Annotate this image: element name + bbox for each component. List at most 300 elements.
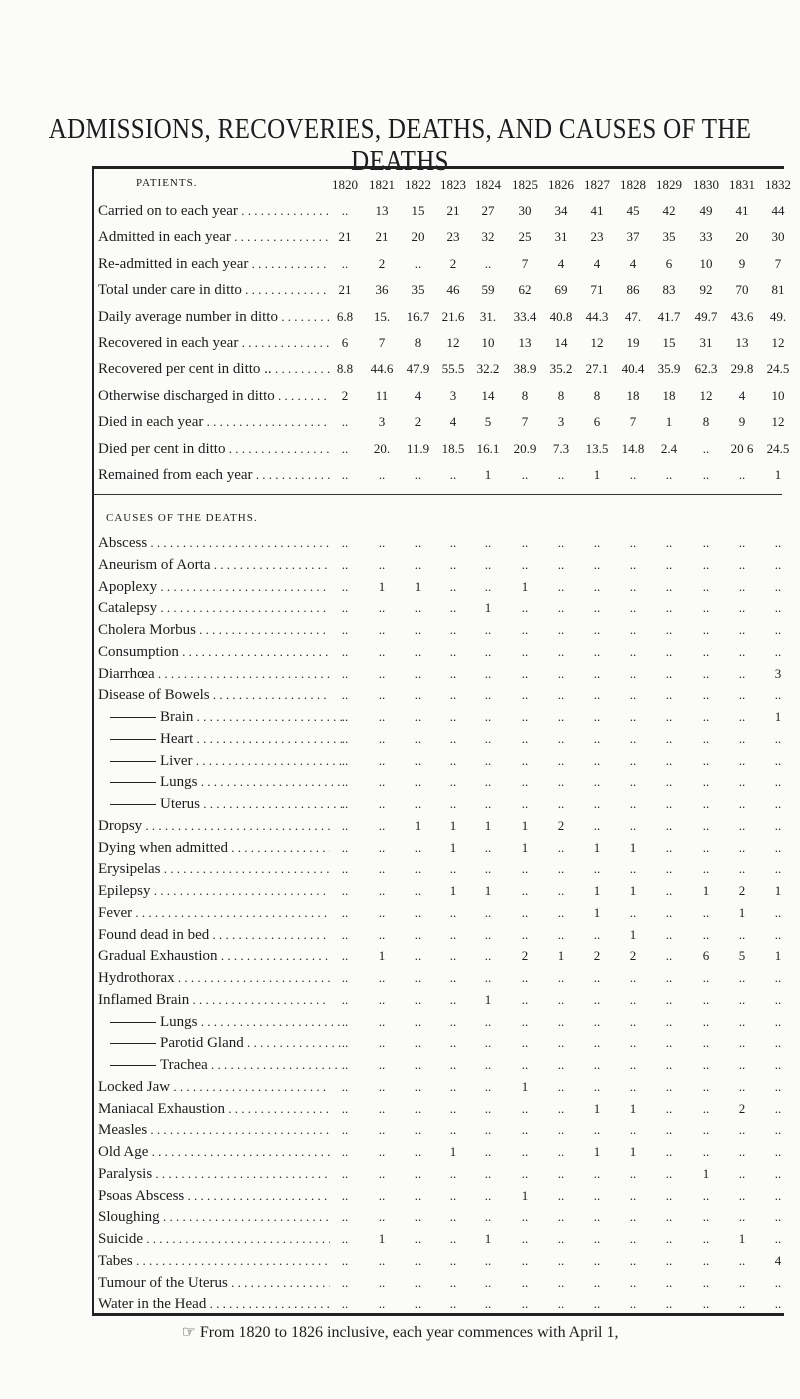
table-cell: .. [378,687,386,703]
table-cell: .. [593,1013,601,1029]
row-label [98,256,330,273]
table-cell: .. [484,1296,492,1312]
table-row [0,622,800,644]
table-cell: .. [449,1274,457,1290]
table-cell: 12 [771,335,785,350]
table-cell: .. [557,687,565,703]
table-cell: .. [449,991,457,1007]
table-cell: .. [414,1035,422,1051]
table-cell: .. [593,1122,601,1138]
table-cell: 1823 [440,177,466,192]
table-cell: .. [341,1187,349,1203]
table-cell: 12 [590,335,604,350]
table-row [0,1296,800,1318]
table-cell: .. [774,1122,782,1138]
table-cell: .. [341,1165,349,1181]
table-row [0,753,800,775]
table-cell: .. [449,861,457,877]
table-cell: .. [665,467,673,482]
table-cell: .. [738,578,746,594]
row-label [98,361,330,378]
ditto-dash [110,782,156,783]
row-label [98,666,330,683]
table-cell: .. [414,730,422,746]
table-cell: .. [557,1252,565,1268]
table-cell: 8 [521,387,529,403]
table-cell: 27.1 [585,361,609,377]
table-cell: 20.9 [513,440,537,456]
table-cell: .. [484,752,492,768]
table-cell: .. [449,556,457,572]
table-cell: 13 [375,203,389,218]
table-cell: .. [665,1035,673,1051]
row-label-text: Lungs [160,774,198,791]
table-cell: .. [738,1165,746,1181]
table-cell: .. [341,948,349,964]
table-cell: .. [629,467,637,482]
table-cell: .. [449,1231,457,1246]
table-cell: .. [557,970,565,985]
table-cell: 12 [446,335,460,350]
table-cell: .. [593,535,601,550]
table-cell: 1 [629,883,637,898]
table-cell: .. [557,1296,565,1312]
row-label-text: Died per cent in ditto [98,440,226,457]
table-cell: .. [341,817,349,833]
table-cell: .. [665,752,673,768]
table-cell: .. [593,774,601,790]
table-cell: .. [593,991,601,1007]
table-row [0,1209,800,1231]
table-cell: .. [484,796,492,811]
table-cell: .. [557,774,565,790]
table-cell: .. [378,1296,386,1312]
table-cell: .. [738,467,746,482]
table-cell: .. [414,1252,422,1268]
table-cell: .. [449,1057,457,1072]
table-cell: .. [774,1187,782,1203]
table-cell: 11.9 [406,440,430,456]
table-cell: .. [738,622,746,637]
table-cell: .. [665,861,673,877]
table-cell: 24.5 [766,440,790,456]
table-cell: 2 [557,817,565,833]
table-cell: 4 [414,387,422,403]
table-cell: .. [702,991,710,1007]
table-cell: 1 [629,1144,637,1159]
table-cell: 8 [414,335,422,350]
table-cell: .. [484,1122,492,1138]
table-cell: .. [521,1122,529,1138]
table-cell: 3 [774,665,782,681]
table-row [0,644,800,666]
table-cell: .. [665,948,673,964]
table-cell: .. [378,883,386,898]
row-label [98,861,330,878]
table-cell: .. [774,687,782,703]
table-cell: .. [378,1078,386,1094]
table-row [0,687,800,709]
table-cell: .. [593,1209,601,1225]
table-cell: .. [341,600,349,616]
table-cell: .. [593,600,601,616]
table-cell: 16.1 [476,440,500,456]
row-label [110,1014,342,1031]
table-cell: .. [557,467,565,482]
table-cell: .. [702,1296,710,1312]
table-cell: .. [341,1274,349,1290]
table-cell: 1 [593,1100,601,1116]
table-cell: .. [702,730,710,746]
table-cell: .. [702,1057,710,1072]
table-cell: .. [557,796,565,811]
table-cell: .. [593,1165,601,1181]
table-cell: .. [449,948,457,964]
table-cell: .. [449,467,457,482]
table-cell: .. [738,926,746,942]
table-cell: .. [593,709,601,724]
table-cell: .. [378,709,386,724]
table-cell: 3 [449,387,457,403]
table-cell: 1 [629,926,637,942]
table-cell: 2 [738,1100,746,1116]
table-cell: .. [738,774,746,790]
table-cell: 13.5 [585,440,609,456]
table-cell: .. [665,578,673,594]
table-cell: .. [774,904,782,920]
row-label [98,388,330,405]
table-cell: .. [341,861,349,877]
table-cell: .. [774,535,782,550]
table-cell: .. [774,1035,782,1051]
table-cell: .. [378,861,386,877]
row-label-text: Aneurism of Aorta [98,556,211,573]
table-cell: 49.7 [694,308,718,324]
table-cell: 37 [626,229,640,245]
table-cell: .. [521,1057,529,1072]
table-cell: 23 [446,229,460,245]
table-cell: .. [449,970,457,985]
table-cell: 33 [699,229,713,245]
table-cell: 49 [699,203,713,218]
table-row [0,282,800,304]
table-cell: .. [702,817,710,833]
row-label-text: Admitted in each year [98,229,231,246]
table-cell: 7 [378,335,386,350]
row-label-text: Epilepsy [98,883,151,899]
table-cell: 4 [629,255,637,271]
table-row [0,309,800,331]
table-cell: .. [341,643,349,659]
table-cell: 18.5 [441,440,465,456]
table-row [0,1035,800,1057]
row-label-text: Old Age [98,1144,149,1160]
table-cell: .. [557,709,565,724]
table-cell: 15 [411,203,425,218]
table-cell: .. [378,1252,386,1268]
table-cell: .. [484,665,492,681]
table-cell: 2 [341,387,349,403]
table-row [0,1188,800,1210]
row-label-text: Trachea [160,1057,208,1073]
table-cell: 92 [699,282,713,298]
table-cell: 41 [590,203,604,218]
table-cell: .. [414,1013,422,1029]
table-cell: 1 [449,817,457,833]
table-cell: 1 [521,578,529,594]
table-cell: .. [341,440,349,456]
table-cell: .. [629,1231,637,1246]
row-label-text: Sloughing [98,1209,160,1226]
table-cell: 1 [593,904,601,920]
table-cell: .. [665,839,673,855]
row-label [98,1275,330,1292]
table-cell: .. [414,1122,422,1138]
table-cell: 31 [554,229,568,245]
table-row [0,579,800,601]
table-cell: .. [738,535,746,550]
table-row [0,1231,800,1253]
table-cell: 10 [699,255,713,271]
table-cell: .. [484,774,492,790]
table-cell: .. [774,1013,782,1029]
table-cell: 34 [554,203,568,218]
table-cell: .. [414,600,422,616]
table-cell: .. [774,926,782,942]
table-cell: .. [341,774,349,790]
table-cell: .. [378,991,386,1007]
table-cell: .. [521,1013,529,1029]
table-cell: .. [414,622,422,637]
table-cell: 1 [774,948,782,964]
ditto-dash [110,804,156,805]
table-cell: 6 [593,414,601,430]
table-cell: .. [702,578,710,594]
table-cell: .. [378,1165,386,1181]
table-cell: 42 [662,203,676,218]
table-cell: .. [593,622,601,637]
table-cell: .. [738,1296,746,1312]
table-cell: 1 [593,1144,601,1159]
table-cell: .. [414,255,422,271]
table-cell: .. [665,883,673,898]
table-cell: .. [521,991,529,1007]
table-cell: .. [629,687,637,703]
table-cell: .. [557,1122,565,1138]
table-cell: 35 [411,282,425,298]
table-cell: 44.3 [585,308,609,324]
table-cell: .. [341,1231,349,1246]
table-cell: .. [378,796,386,811]
table-cell: .. [665,1252,673,1268]
table-cell: .. [449,1122,457,1138]
table-cell: 7 [629,414,637,430]
table-cell: .. [449,665,457,681]
table-cell: .. [378,1144,386,1159]
row-label-text: Heart [160,730,194,747]
table-cell: .. [702,643,710,659]
table-cell: .. [738,1078,746,1094]
table-cell: .. [738,1057,746,1072]
table-cell: .. [449,622,457,637]
table-cell: .. [557,556,565,572]
table-cell: .. [593,687,601,703]
table-cell: 4 [738,387,746,403]
table-cell: .. [449,904,457,920]
table-cell: 6.8 [336,308,354,324]
table-cell: 30 [771,229,785,245]
table-cell: .. [484,948,492,964]
table-cell: .. [378,1187,386,1203]
table-cell: .. [414,1144,422,1159]
table-cell: .. [593,556,601,572]
table-cell: .. [341,1122,349,1138]
table-cell: 13 [735,335,749,350]
table-cell: .. [702,1274,710,1290]
table-cell: 24.5 [766,361,790,377]
table-row [0,883,800,905]
table-row [0,1122,800,1144]
table-cell: 2 [449,255,457,271]
table-cell: .. [484,839,492,855]
table-cell: .. [629,1035,637,1051]
table-cell: .. [484,709,492,724]
table-row [0,1144,800,1166]
table-cell: 86 [626,282,640,298]
table-cell: .. [341,796,349,811]
table-cell: .. [414,970,422,985]
table-cell: .. [521,665,529,681]
row-label-text: Psoas Abscess [98,1187,185,1204]
table-cell: .. [557,1035,565,1051]
table-cell: .. [557,1144,565,1159]
table-cell: .. [593,970,601,985]
table-cell: .. [449,730,457,746]
table-cell: .. [738,1013,746,1029]
table-row [0,709,800,731]
table-cell: .. [593,1057,601,1072]
table-cell: .. [665,1209,673,1225]
table-cell: 36 [375,282,389,298]
table-cell: .. [414,1274,422,1290]
table-cell: .. [341,730,349,746]
table-cell: .. [414,709,422,724]
table-cell: .. [521,709,529,724]
row-label-text: Inflamed Brain [98,991,190,1008]
table-cell: .. [629,1252,637,1268]
table-cell: .. [738,839,746,855]
table-cell: .. [738,1144,746,1159]
table-cell: .. [341,1296,349,1312]
table-row [0,203,800,225]
table-cell: .. [593,1231,601,1246]
table-cell: .. [378,556,386,572]
table-cell: .. [738,1035,746,1051]
table-cell: .. [738,687,746,703]
table-cell: .. [557,904,565,920]
table-cell: .. [774,643,782,659]
table-cell: 1 [378,578,386,594]
row-label-text: Daily average number in ditto [98,308,278,325]
table-cell: .. [665,709,673,724]
table-cell: 1 [449,1144,457,1159]
table-cell: .. [414,1100,422,1116]
table-cell: 1 [521,839,529,855]
row-label [98,467,330,484]
row-label [98,229,330,246]
table-cell: .. [629,1057,637,1072]
table-cell: .. [449,1078,457,1094]
table-cell: 1828 [620,177,646,192]
table-cell: .. [484,1165,492,1181]
table-row [0,1253,800,1275]
table-cell: .. [702,440,710,456]
table-cell: 1 [521,1078,529,1094]
ditto-dash [110,739,156,740]
table-cell: 1 [414,578,422,594]
table-cell: .. [665,1187,673,1203]
table-row [0,840,800,862]
table-cell: .. [774,600,782,616]
row-label [98,622,330,639]
table-cell: .. [414,1057,422,1072]
table-cell: .. [665,817,673,833]
table-cell: .. [738,556,746,572]
table-cell: .. [774,1231,782,1246]
table-cell: .. [702,926,710,942]
table-cell: 1 [738,904,746,920]
table-cell: .. [449,643,457,659]
table-cell: 62.3 [694,361,718,377]
table-cell: .. [484,556,492,572]
table-cell: 1820 [332,177,358,192]
row-label-text: Remained from each year [98,467,253,483]
row-label [98,557,330,574]
table-cell: .. [378,467,386,482]
table-cell: 46 [446,282,460,298]
table-cell: 2 [378,255,386,271]
table-cell: .. [702,467,710,482]
table-cell: .. [521,622,529,637]
table-cell: .. [521,1274,529,1290]
row-label [110,753,342,770]
table-cell: .. [449,535,457,550]
table-cell: 1 [414,817,422,833]
table-cell: .. [449,926,457,942]
ditto-dash [110,1043,156,1044]
table-cell: .. [557,991,565,1007]
table-cell: .. [629,709,637,724]
table-cell: 11 [375,387,389,403]
table-cell: .. [702,904,710,920]
table-cell: 10 [771,387,785,403]
table-cell: .. [702,839,710,855]
table-cell: .. [341,904,349,920]
row-label [98,600,330,617]
table-cell: .. [593,1035,601,1051]
table-cell: .. [774,1100,782,1116]
table-cell: .. [484,687,492,703]
table-cell: 6 [341,335,349,350]
table-cell: .. [774,817,782,833]
table-row [0,1275,800,1297]
table-cell: 35 [662,229,676,245]
table-cell: 1 [738,1231,746,1246]
table-cell: .. [341,578,349,594]
table-cell: 40.4 [621,361,645,377]
table-cell: 70 [735,282,749,298]
table-cell: .. [449,709,457,724]
